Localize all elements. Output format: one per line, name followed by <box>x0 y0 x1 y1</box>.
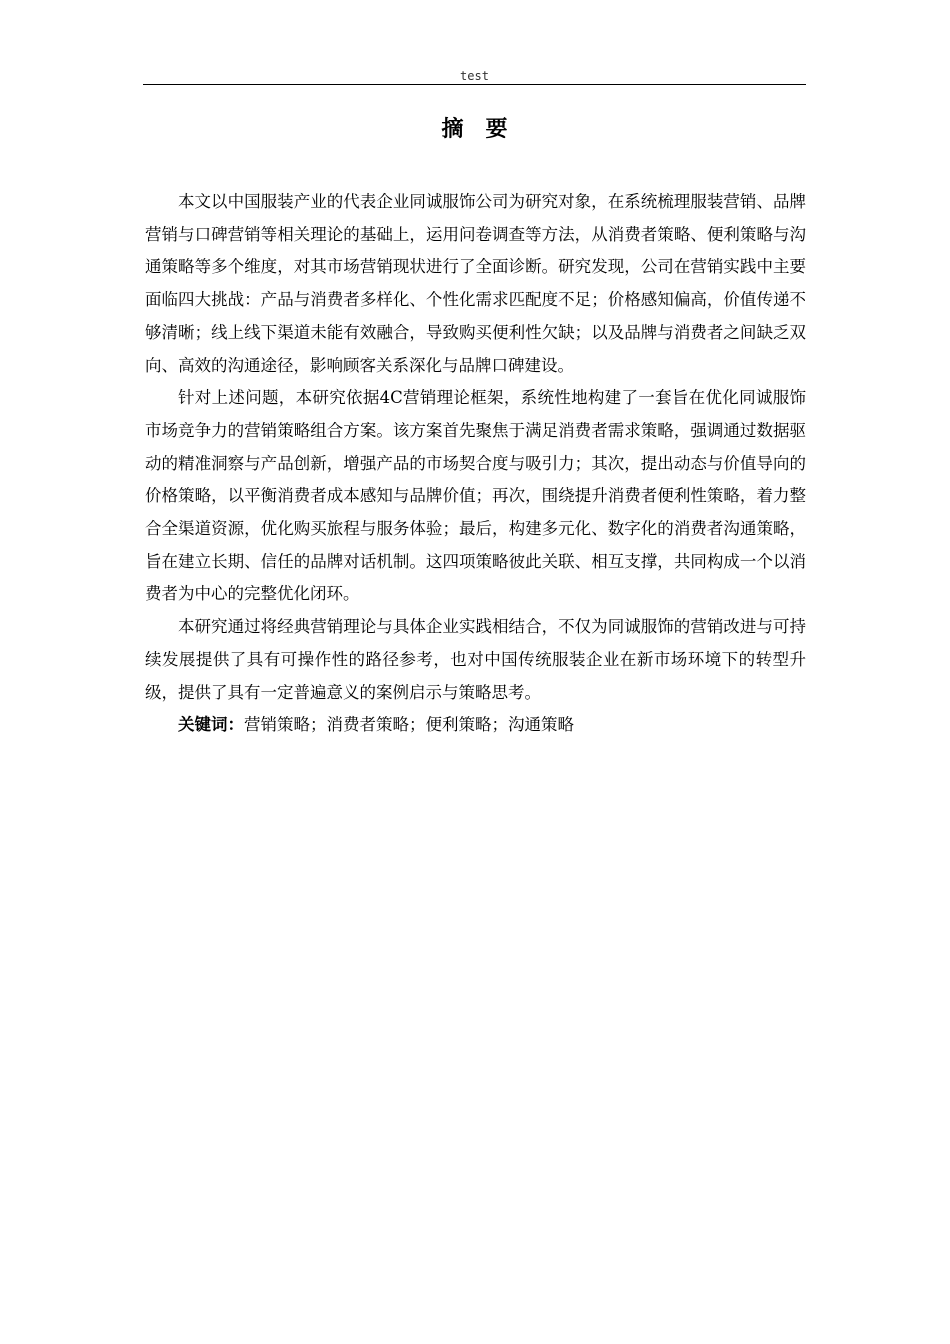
keywords-label: 关键词： <box>178 715 244 735</box>
abstract-paragraph-1: 本文以中国服装产业的代表企业同诚服饰公司为研究对象，在系统梳理服装营销、品牌营销与口碑营销等相关理论的基础上，运用问卷调查等方法，从消费者策略、便利策略与沟通策略等多个维度，对其市场营销现状进行了全面诊断。研究发现，公司在营销实践中主要面临四大挑战：产品与消费者多样化、个性化需求匹配度不足；价格感知偏高，价值传递不够清晰；线上线下渠道未能有效融合，导致购买便利性欠缺；以及品牌与消费者之间缺乏双向、高效的沟通途径，影响顾客关系深化与品牌口碑建设。 <box>145 192 806 375</box>
page-header <box>143 68 806 85</box>
abstract-paragraph-3: 本研究通过将经典营销理论与具体企业实践相结合，不仅为同诚服饰的营销改进与可持续发展提供了具有可操作性的路径参考，也对中国传统服装企业在新市场环境下的转型升级，提供了具有一定普遍意义的案例启示与策略思考。 <box>145 617 806 702</box>
keywords-line <box>145 709 806 742</box>
keywords-value: 营销策略；消费者策略；便利策略；沟通策略 <box>244 715 574 735</box>
header-text: test <box>460 69 489 83</box>
abstract-body <box>145 186 806 742</box>
abstract-title: 摘 要 <box>441 117 508 142</box>
abstract-paragraph-2: 针对上述问题，本研究依据4C营销理论框架，系统性地构建了一套旨在优化同诚服饰市场竞争力的营销策略组合方案。该方案首先聚焦于满足消费者需求策略，强调通过数据驱动的精准洞察与产品创新，增强产品的市场契合度与吸引力；其次，提出动态与价值导向的价格策略，以平衡消费者成本感知与品牌价值；再次，围绕提升消费者便利性策略，着力整合全渠道资源，优化购买旅程与服务体验；最后，构建多元化、数字化的消费者沟通策略，旨在建立长期、信任的品牌对话机制。这四项策略彼此关联、相互支撑，共同构成一个以消费者为中心的完整优化闭环。 <box>145 388 806 604</box>
